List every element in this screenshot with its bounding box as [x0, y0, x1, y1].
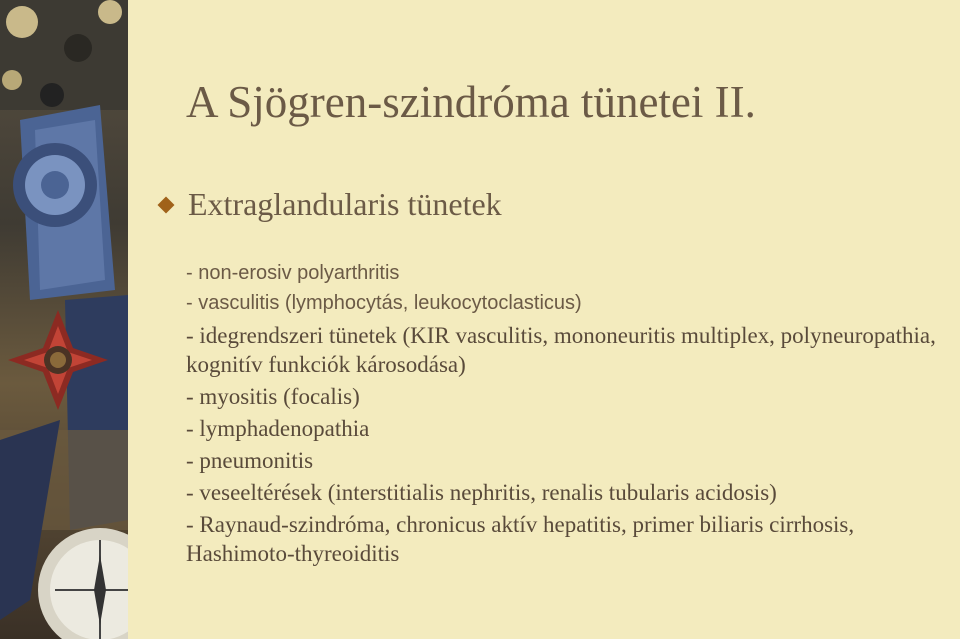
list-item: - pneumonitis [186, 448, 314, 473]
symptom-list [186, 258, 936, 568]
medals-illustration [0, 0, 128, 639]
diamond-bullet-icon [158, 196, 175, 213]
decorative-side-image [0, 0, 128, 639]
list-item: - Raynaud-szindróma, chronicus aktív hepatitis, primer biliaris cirrhosis, Hashimoto-thyreoiditis [186, 512, 855, 566]
list-item: - vasculitis (lymphocytás, leukocytoclasticus) [186, 292, 582, 314]
list-item: - idegrendszeri tünetek (KIR vasculitis, mononeuritis multiplex, polyneuropathia, kognitív funkciók károsodása) [186, 323, 936, 377]
slide-title: A Sjögren-szindróma tünetei II. [186, 77, 756, 127]
list-item: - veseeltérések (interstitialis nephritis, renalis tubularis acidosis) [186, 480, 777, 505]
bullet-heading-text: Extraglandularis tünetek [188, 186, 502, 222]
list-item: - lymphadenopathia [186, 416, 370, 441]
list-item: - myositis (focalis) [186, 384, 360, 409]
list-item: - non-erosiv polyarthritis [186, 262, 400, 284]
bullet-heading [158, 186, 502, 223]
